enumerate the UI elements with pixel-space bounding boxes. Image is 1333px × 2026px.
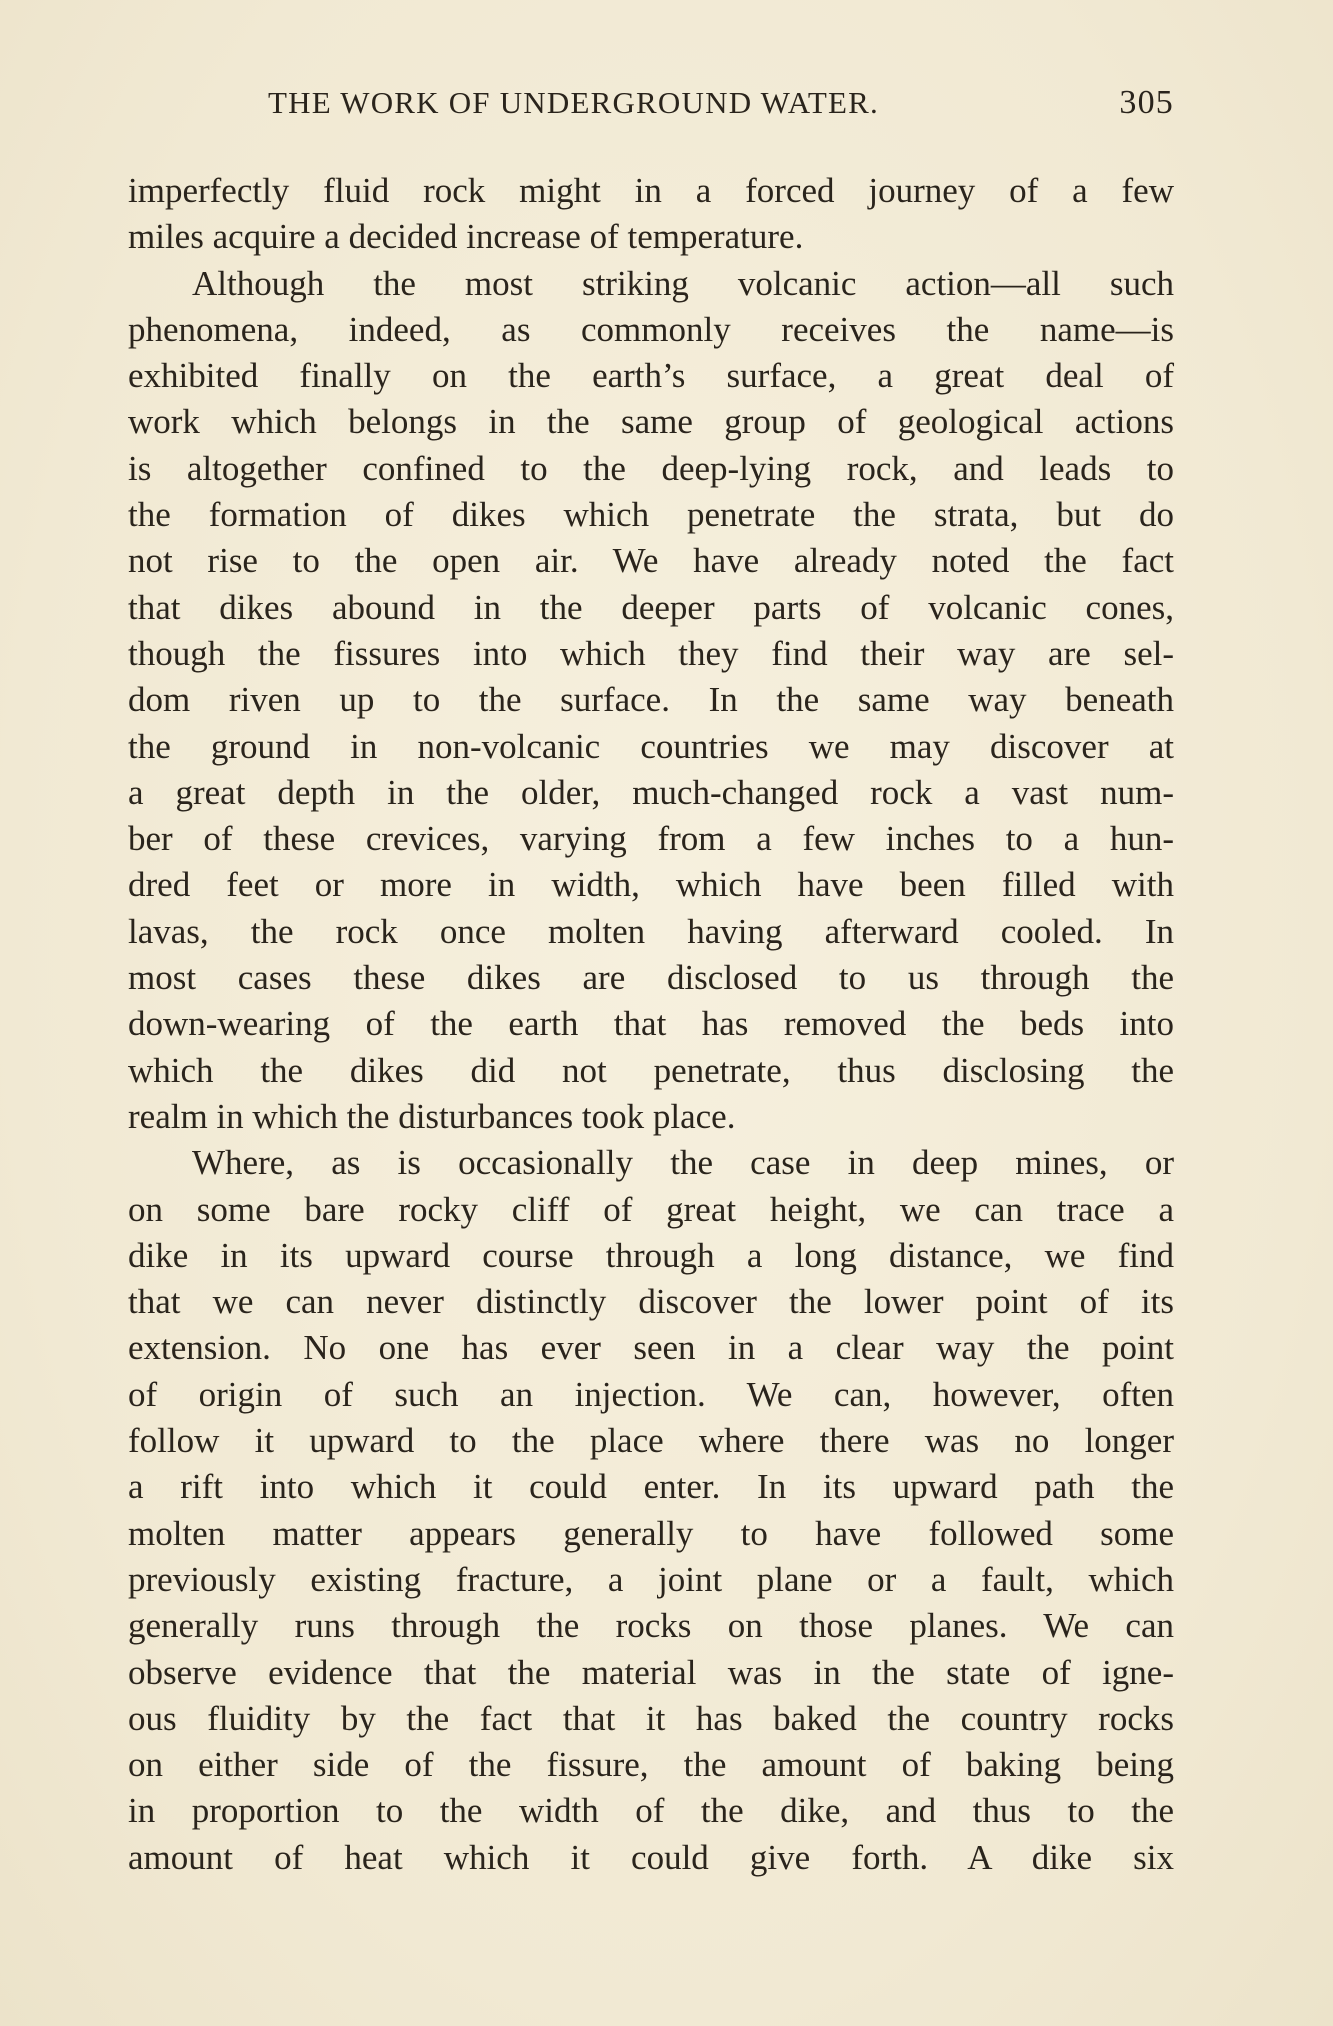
text-line: follow it upward to the place where there was no longer — [128, 1421, 1174, 1461]
text-line: generally runs through the rocks on those planes. We can — [128, 1606, 1174, 1646]
text-line: though the fissures into which they find their way are sel- — [128, 633, 1174, 673]
text-line: on either side of the fissure, the amount of baking being — [128, 1745, 1174, 1785]
text-line: exhibited finally on the earth’s surface, a great deal of — [128, 356, 1174, 396]
text-line: is altogether confined to the deep-lying rock, and leads to — [128, 448, 1174, 488]
text-line: dike in its upward course through a long distance, we find — [128, 1235, 1174, 1275]
text-line: ous fluidity by the fact that it has baked the country rocks — [128, 1698, 1174, 1738]
text-line: that we can never distinctly discover the lower point of its — [128, 1282, 1174, 1322]
text-line: of origin of such an injection. We can, however, often — [128, 1374, 1174, 1414]
text-line: the ground in non-volcanic countries we may discover at — [128, 726, 1174, 766]
text-line: which the dikes did not penetrate, thus disclosing the — [128, 1050, 1174, 1090]
text-line: imperfectly fluid rock might in a forced journey of a few — [128, 171, 1174, 210]
text-line: Where, as is occasionally the case in deep mines, or — [192, 1143, 1174, 1183]
text-line: dom riven up to the surface. In the same way beneath — [128, 680, 1174, 720]
text-line: Although the most striking volcanic action—all such — [192, 263, 1174, 303]
text-line: on some bare rocky cliff of great height, we can trace a — [128, 1189, 1174, 1229]
text-line: phenomena, indeed, as commonly receives the name—is — [128, 309, 1174, 349]
text-line: amount of heat which it could give forth. A dike six — [128, 1837, 1174, 1877]
text-line: dred feet or more in width, which have been filled with — [128, 865, 1174, 905]
running-header — [268, 78, 1174, 128]
text-line: ber of these crevices, varying from a few inches to a hun- — [128, 819, 1174, 859]
text-line: the formation of dikes which penetrate the strata, but do — [128, 495, 1174, 535]
text-line: observe evidence that the material was in the state of igne- — [128, 1652, 1174, 1692]
text-line: most cases these dikes are disclosed to us through the — [128, 958, 1174, 998]
text-line: down-wearing of the earth that has removed the beds into — [128, 1004, 1174, 1044]
text-line: in proportion to the width of the dike, and thus to the — [128, 1791, 1174, 1831]
text-line: that dikes abound in the deeper parts of volcanic cones, — [128, 587, 1174, 627]
text-line: miles acquire a decided increase of temperature. — [128, 217, 804, 257]
text-line: extension. No one has ever seen in a clear way the point — [128, 1328, 1174, 1368]
text-line: a great depth in the older, much-changed rock a vast num- — [128, 772, 1174, 812]
text-line: work which belongs in the same group of geological actions — [128, 402, 1174, 442]
running-title: THE WORK OF UNDERGROUND WATER. — [268, 85, 879, 120]
text-line: lavas, the rock once molten having afterward cooled. In — [128, 911, 1174, 951]
text-line: not rise to the open air. We have already noted the fact — [128, 541, 1174, 581]
page-number: 305 — [1119, 84, 1174, 121]
text-line: previously existing fracture, a joint plane or a fault, which — [128, 1559, 1174, 1599]
text-line: realm in which the disturbances took place. — [128, 1096, 736, 1136]
text-line: molten matter appears generally to have followed some — [128, 1513, 1174, 1553]
text-line: a rift into which it could enter. In its upward path the — [128, 1467, 1174, 1507]
body-text — [128, 168, 1174, 1881]
